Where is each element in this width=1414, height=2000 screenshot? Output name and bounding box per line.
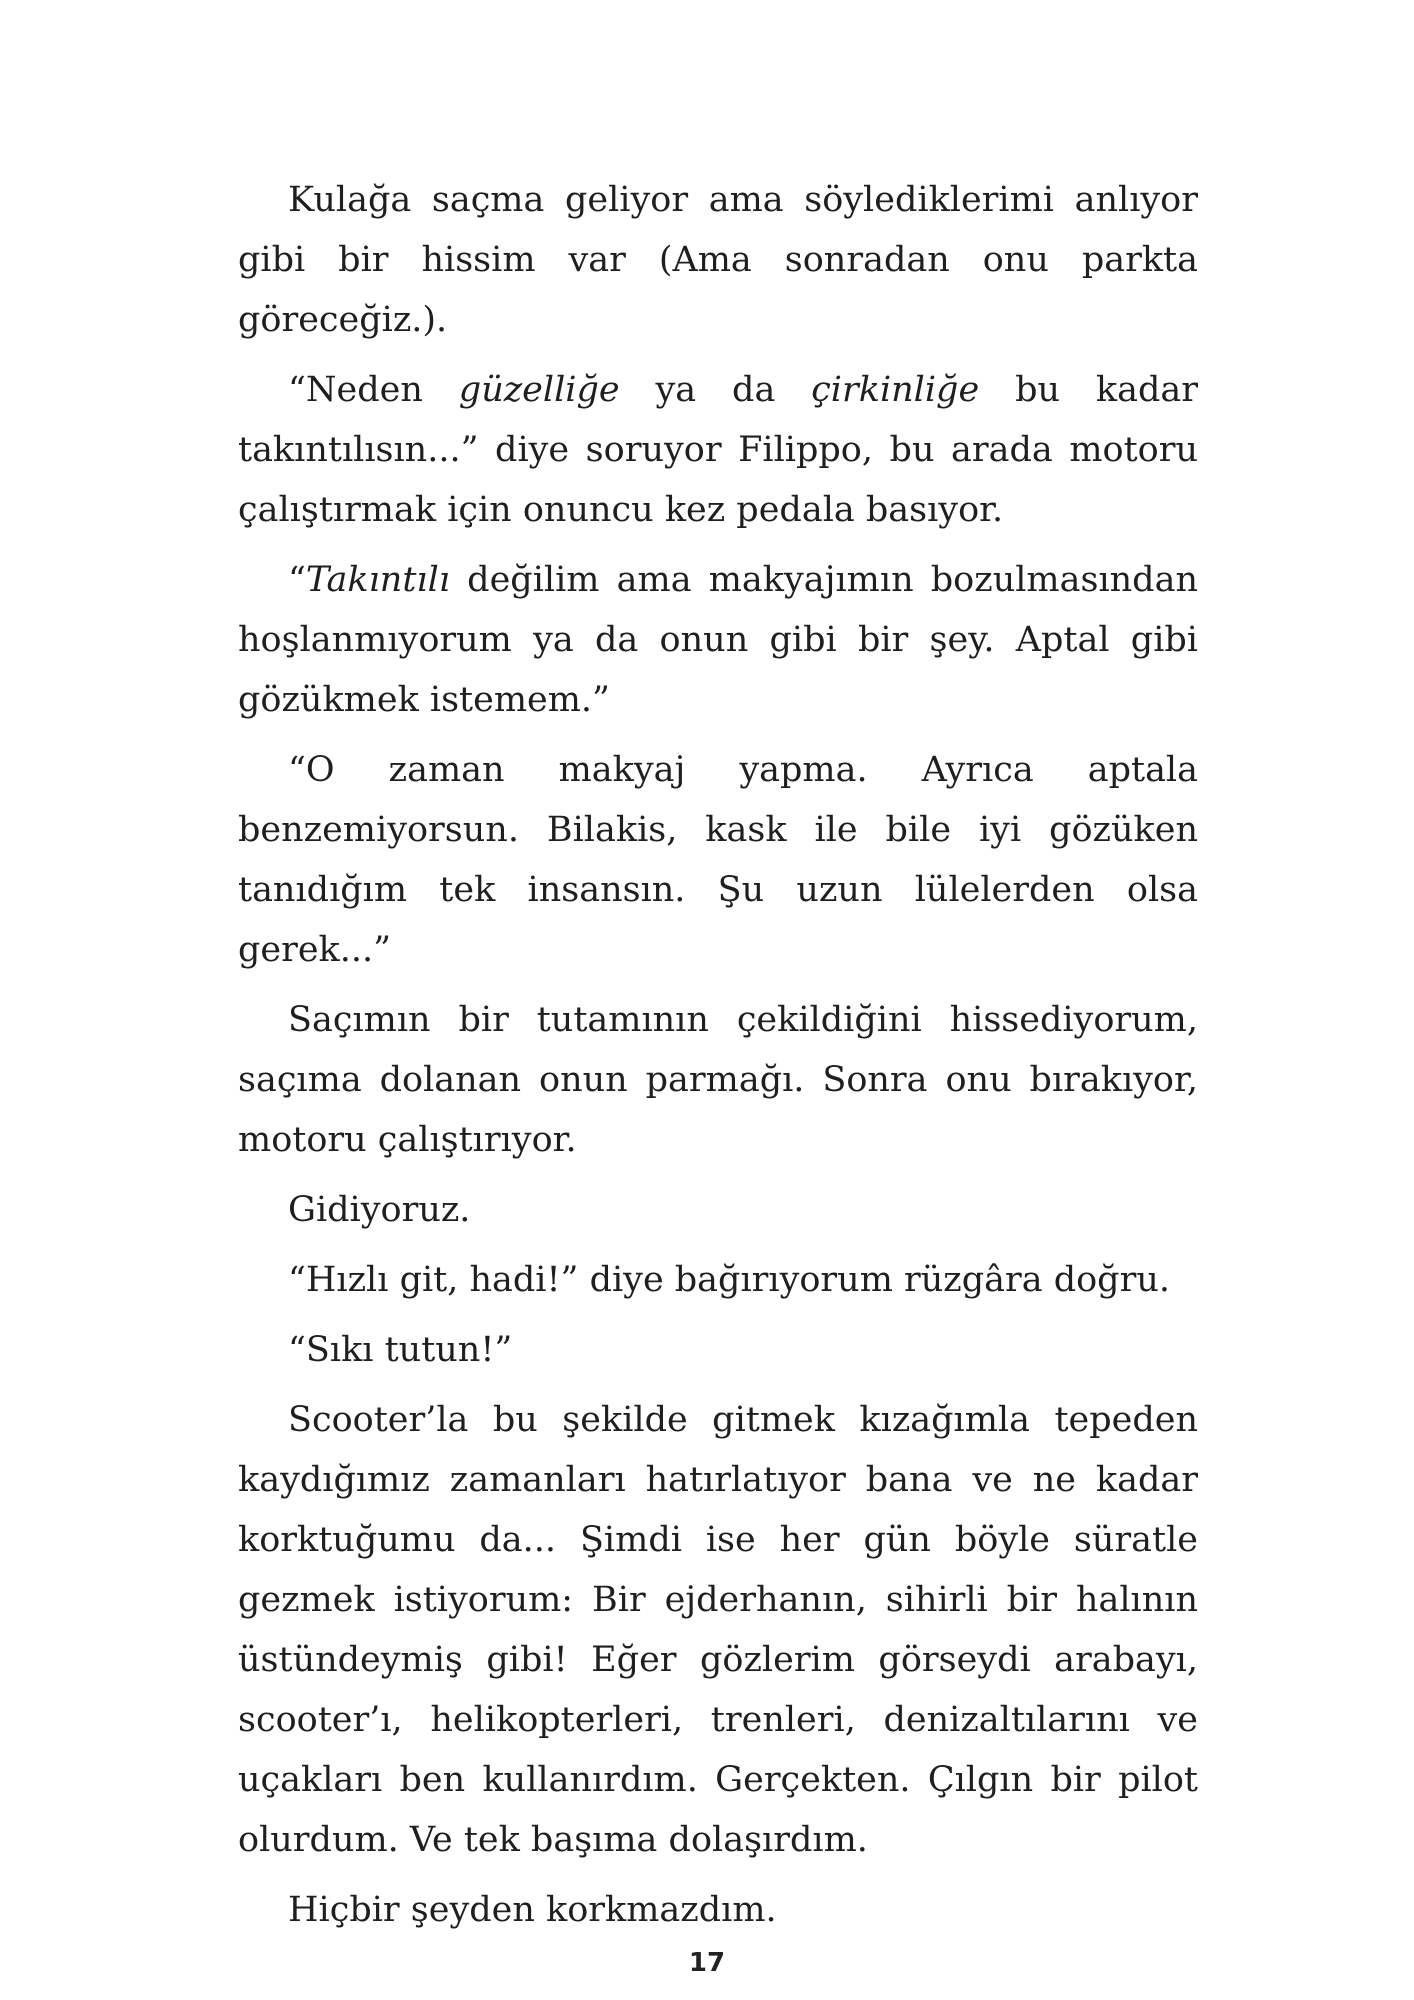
- text-span: bu kadar takıntılısın...” diye soruyor Filippo, bu arada motoru çalıştırmak için onuncu kez pedala basıyor.: [238, 370, 1198, 530]
- text-span: “Sıkı tutun!”: [288, 1330, 513, 1370]
- paragraph-3: [238, 550, 1198, 730]
- text-span: değilim ama makyajımın bozulmasından hoşlanmıyorum ya da onun gibi bir şey. Aptal gibi gözükmek istemem.”: [238, 560, 1198, 720]
- text-span: “Neden: [288, 370, 459, 410]
- text-span: “: [288, 560, 306, 600]
- paragraph-6: [238, 1180, 1198, 1240]
- paragraph-10: [238, 1880, 1198, 1940]
- paragraph-5: [238, 990, 1198, 1170]
- text-span: Scooter’la bu şekilde gitmek kızağımla tepeden kaydığımız zamanları hatırlatıyor bana ve ne kadar korktuğumu da... Şimdi ise her gün böyle süratle gezmek istiyorum: Bir ejderhanın, sihirli bir halının üstündeymiş gibi! Eğer gözlerim görseydi arabayı, scooter’ı, helikopterleri, trenleri, denizaltılarını ve uçakları ben kullanırdım. Gerçekten. Çılgın bir pilot olurdum. Ve tek başıma dolaşırdım.: [238, 1400, 1198, 1860]
- text-span: Gidiyoruz.: [288, 1190, 471, 1230]
- text-span: Kulağa saçma geliyor ama söylediklerimi anlıyor gibi bir hissim var (Ama sonradan onu parkta göreceğiz.).: [238, 180, 1198, 340]
- paragraph-2: [238, 360, 1198, 540]
- paragraph-9: [238, 1390, 1198, 1870]
- italic-word: güzelliğe: [458, 370, 620, 410]
- paragraph-4: [238, 740, 1198, 980]
- text-span: Hiçbir şeyden korkmazdım.: [288, 1890, 777, 1930]
- paragraph-1: [238, 170, 1198, 350]
- text-span: “Hızlı git, hadi!” diye bağırıyorum rüzgâra doğru.: [288, 1260, 1170, 1300]
- page-number: 17: [688, 1948, 726, 1978]
- italic-word: çirkinliğe: [811, 370, 980, 410]
- text-span: ya da: [619, 370, 812, 410]
- paragraph-8: [238, 1320, 1198, 1380]
- italic-word: Takıntılı: [305, 560, 450, 600]
- text-span: Saçımın bir tutamının çekildiğini hissediyorum, saçıma dolanan onun parmağı. Sonra onu bırakıyor, motoru çalıştırıyor.: [238, 1000, 1198, 1160]
- text-span: “O zaman makyaj yapma. Ayrıca aptala benzemiyorsun. Bilakis, kask ile bile iyi gözüken tanıdığım tek insansın. Şu uzun lülelerden olsa gerek...”: [238, 750, 1198, 970]
- body-text: [238, 170, 1198, 1950]
- paragraph-7: [238, 1250, 1198, 1310]
